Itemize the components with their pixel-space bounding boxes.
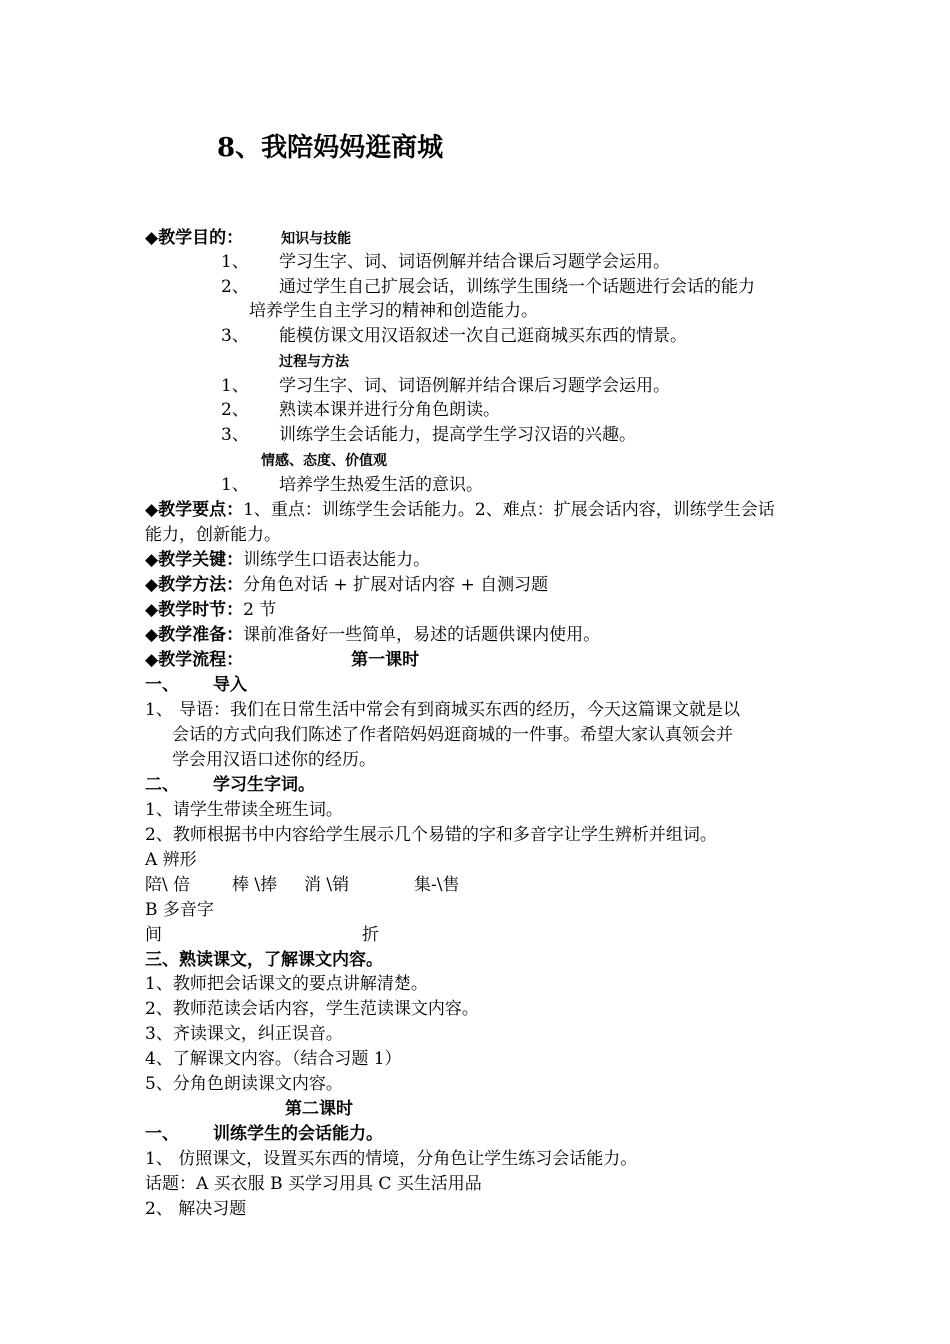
key-points-line: ◆教学要点：1、重点：训练学生会话能力。2、难点：扩展会话内容，训练学生会话 [145, 500, 775, 520]
section-heading-knowledge: 知识与技能 [281, 231, 352, 247]
list-item: 2、 熟读本课并进行分角色朗读。 [221, 400, 500, 420]
list-item: 1、 培养学生热爱生活的意识。 [221, 475, 483, 495]
method-line: ◆教学方法：分角色对话 + 扩展对话内容 + 自测习题 [145, 575, 549, 595]
key-points-continuation: 能力，创新能力。 [145, 525, 281, 545]
section-heading-emotion: 情感、态度、价值观 [261, 453, 387, 469]
list-item: 1、 导语：我们在日常生活中常会有到商城买东西的经历，今天这篇课文就是以 [145, 700, 740, 720]
shape-pair: 棒 \捧 [232, 875, 278, 895]
flow-label: ◆教学流程： [145, 650, 244, 670]
shape-pair: 陪\ 倍 [145, 875, 191, 895]
part-four-heading: 一、 训练学生的会话能力。 [145, 1124, 383, 1144]
list-item: 2、教师范读会话内容，学生范读课文内容。 [145, 999, 479, 1019]
list-item: 3、 能模仿课文用汉语叙述一次自己逛商城买东西的情景。 [221, 326, 687, 346]
list-item: 1、请学生带读全班生词。 [145, 800, 343, 820]
polyphone-char: 折 [362, 925, 379, 945]
part-three-heading: 三、熟读课文，了解课文内容。 [145, 950, 383, 970]
list-item: 1、教师把会话课文的要点讲解清楚。 [145, 974, 428, 994]
objectives-label: ◆教学目的： [145, 228, 244, 248]
shape-label: A 辨形 [145, 850, 197, 870]
page-title: 8、我陪妈妈逛商城 [217, 133, 444, 163]
lesson-one-heading: 第一课时 [351, 650, 420, 670]
part-one-heading: 一、 导入 [145, 675, 247, 695]
key-label: ◆教学关键： [145, 550, 244, 570]
list-item: 3、 训练学生会话能力，提高学生学习汉语的兴趣。 [221, 425, 636, 445]
topics-line: 话题：A 买衣服 B 买学习用具 C 买生活用品 [145, 1174, 482, 1194]
method-label: ◆教学方法： [145, 575, 244, 595]
objectives-line [145, 226, 351, 251]
list-item: 1、 学习生字、词、词语例解并结合课后习题学会运用。 [221, 376, 670, 396]
list-item: 5、分角色朗读课文内容。 [145, 1074, 343, 1094]
list-item: 1、 学习生字、词、词语例解并结合课后习题学会运用。 [221, 252, 670, 272]
shape-pair: 集-\售 [414, 875, 460, 895]
flow-line [145, 648, 419, 672]
list-item-continuation: 学会用汉语口述你的经历。 [172, 750, 376, 770]
key-line: ◆教学关键：训练学生口语表达能力。 [145, 550, 431, 570]
section-heading-process: 过程与方法 [279, 354, 349, 370]
part-two-heading: 二、 学习生字词。 [145, 775, 315, 795]
hours-label: ◆教学时节： [145, 600, 244, 620]
shape-pair: 消 \销 [304, 875, 350, 895]
key-points-label: ◆教学要点： [145, 500, 244, 520]
prep-line: ◆教学准备：课前准备好一些简单，易述的话题供课内使用。 [145, 625, 601, 645]
lesson-two-heading: 第二课时 [285, 1099, 353, 1119]
prep-label: ◆教学准备： [145, 625, 244, 645]
list-item: 1、 仿照课文，设置买东西的情境，分角色让学生练习会话能力。 [145, 1149, 638, 1169]
list-item: 2、 通过学生自己扩展会话，训练学生围绕一个话题进行会话的能力 [221, 277, 755, 297]
list-item: 2、教师根据书中内容给学生展示几个易错的字和多音字让学生辨析并组词。 [145, 825, 717, 845]
hours-line: ◆教学时节：2 节 [145, 600, 277, 620]
list-item: 2、 解决习题 [145, 1199, 247, 1219]
list-item-continuation: 培养学生自主学习的精神和创造能力。 [249, 301, 538, 321]
list-item: 4、了解课文内容。（结合习题 1） [145, 1049, 402, 1069]
polyphone-label: B 多音字 [145, 900, 214, 920]
polyphone-char: 间 [145, 925, 162, 945]
list-item: 3、齐读课文，纠正误音。 [145, 1024, 343, 1044]
list-item-continuation: 会话的方式向我们陈述了作者陪妈妈逛商城的一件事。希望大家认真领会并 [172, 725, 733, 745]
